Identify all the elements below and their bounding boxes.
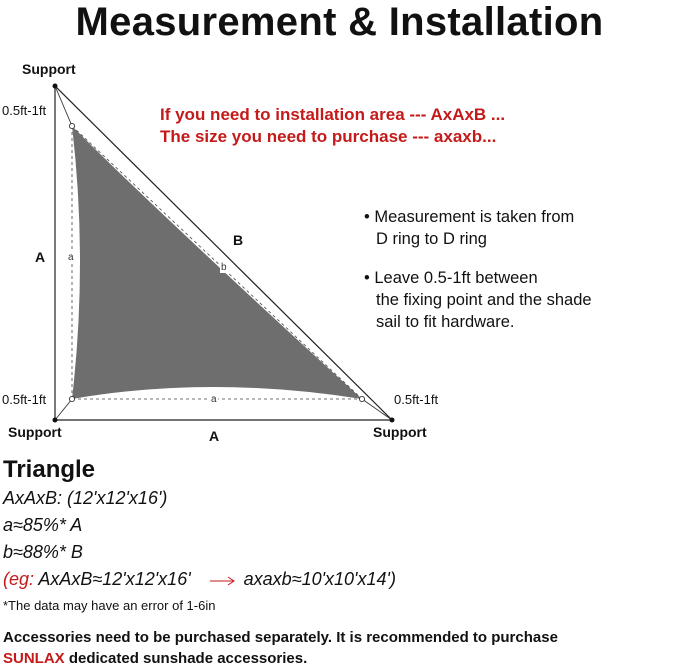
outer-side-a-bottom: A xyxy=(209,428,220,444)
bullet-2-line-2: the fixing point and the shade xyxy=(376,291,592,309)
notice-line-2: The size you need to purchase --- axaxb... xyxy=(160,127,497,146)
tie-line-bl xyxy=(55,399,72,420)
offset-label-bottom-right: 0.5ft-1ft xyxy=(394,392,439,407)
accessories-line-2 xyxy=(3,650,307,667)
spec-b-ratio: b≈88%* B xyxy=(3,542,83,562)
d-ring-br xyxy=(359,396,364,401)
arrow-icon xyxy=(210,570,236,591)
outer-side-b: B xyxy=(233,232,244,248)
inner-side-a-bottom: a xyxy=(211,394,217,405)
support-point-bl xyxy=(53,418,58,423)
bullet-1-line-1: Measurement is taken from xyxy=(374,208,575,226)
example-inner: axaxb≈10'x10'x14') xyxy=(243,569,396,589)
outer-side-a-left: A xyxy=(35,249,46,265)
support-label-bottom-right: Support xyxy=(373,424,427,440)
support-label-top: Support xyxy=(22,61,76,77)
support-point-br xyxy=(390,418,395,423)
shape-title: Triangle xyxy=(3,456,96,483)
tie-line-br xyxy=(362,399,392,420)
support-label-bottom-left: Support xyxy=(8,424,62,440)
inner-side-a-left: a xyxy=(68,252,74,263)
tie-line-top xyxy=(55,86,72,126)
inner-side-b: b xyxy=(221,262,227,273)
spec-a-ratio: a≈85%* A xyxy=(3,515,83,535)
notice-line-1: If you need to installation area --- AxAxB ... xyxy=(160,105,506,124)
bullet-2-line-3: sail to fit hardware. xyxy=(376,313,515,331)
offset-label-bottom-left: 0.5ft-1ft xyxy=(2,392,47,407)
example-open-paren: ( xyxy=(3,569,9,589)
bullet-1-line-2: D ring to D ring xyxy=(376,230,487,248)
d-ring-bl xyxy=(69,396,74,401)
example-eg: eg: xyxy=(9,569,35,589)
disclaimer: *The data may have an error of 1-6in xyxy=(3,598,216,613)
d-ring-top xyxy=(69,123,74,128)
accessories-line-2-rest: dedicated sunshade accessories. xyxy=(64,650,308,667)
brand-name: SUNLAX xyxy=(3,650,65,667)
example-outer: AxAxB≈12'x12'x16' xyxy=(34,569,191,589)
spec-example xyxy=(3,569,396,591)
page-title: Measurement & Installation xyxy=(75,0,604,44)
bullet-2-line-1: Leave 0.5-1ft between xyxy=(374,269,538,287)
bullet-clearance: • Leave 0.5-1ft between the fixing point and the shade sail to fit hardware. xyxy=(364,269,592,331)
spec-dimensions: AxAxB: (12'x12'x16') xyxy=(3,488,168,508)
accessories-line-1: Accessories need to be purchased separately. It is recommended to purchase xyxy=(3,629,558,646)
offset-label-top: 0.5ft-1ft xyxy=(2,103,47,118)
support-point-top xyxy=(53,84,58,89)
bullet-measurement: • Measurement is taken from D ring to D ring xyxy=(364,208,575,248)
